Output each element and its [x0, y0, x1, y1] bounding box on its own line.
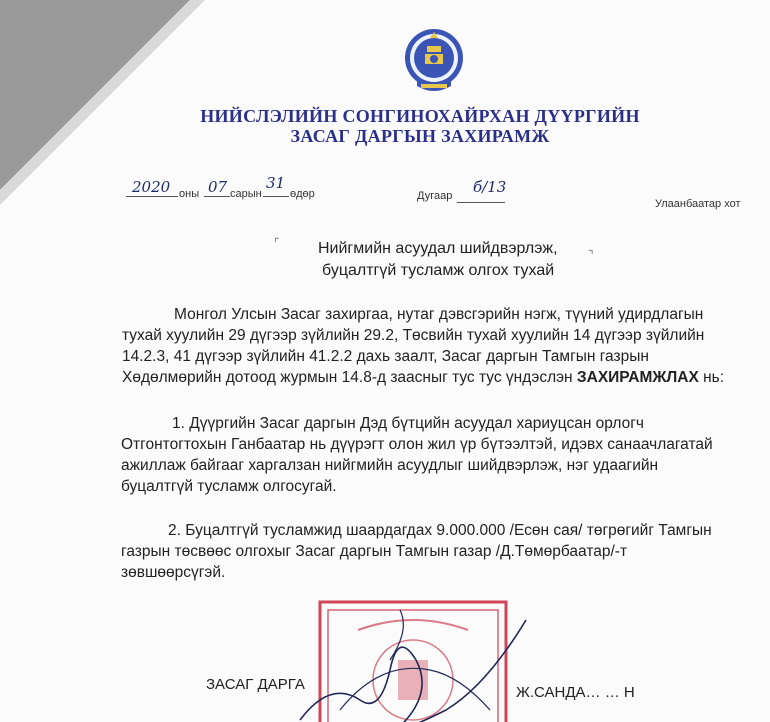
- place-label: Улаанбаатар хот: [655, 198, 741, 210]
- item1-line-4: буцалтгүй тусламж олгосугай.: [121, 478, 337, 495]
- preamble-line-3: 14.2.3, 41 дүгээр зүйлийн 41.2.2 дахь заалт, Засаг даргын Тамгын газрын: [122, 348, 649, 365]
- date-year-label: оны: [179, 188, 200, 200]
- number-field: [417, 178, 527, 206]
- date-field: [126, 174, 326, 202]
- item1-line-2: Отгонтогтохын Ганбаатар нь дүүрэгт олон жил үр бүтээлтэй, идэвх санаачлагатай: [121, 436, 713, 453]
- title-line-1: Нийгмийн асуудал шийдвэрлэж,: [318, 240, 558, 257]
- header-line-2: ЗАСАГ ДАРГЫН ЗАХИРАМЖ: [290, 126, 550, 146]
- state-emblem-icon: [403, 24, 465, 100]
- preamble-line-4: [122, 367, 746, 389]
- header-line-1: НИЙСЛЭЛИЙН СОНГИНОХАЙРХАН ДҮҮРГИЙН: [200, 106, 640, 126]
- title-bracket-left: ⌜: [274, 236, 280, 250]
- preamble-line-4-bold: ЗАХИРАМЖЛАХ: [576, 369, 699, 386]
- item2-line-3: зөвшөөрсүгэй.: [121, 564, 226, 581]
- date-month-label: сарын: [230, 188, 262, 200]
- number-value: б/13: [473, 178, 507, 196]
- preamble-line-4-tail: нь:: [703, 369, 725, 386]
- preamble-line-4-text: Хөдөлмөрийн дотоод журмын 14.8-д заасныг тус тус үндэслэн: [122, 369, 573, 386]
- title-line-2: буцалтгүй тусламж олгох тухай: [322, 262, 555, 279]
- date-month: 07: [208, 178, 228, 196]
- preamble-line-1: Монгол Улсын Засаг захиргаа, нутаг дэвсгэрийн нэгж, түүний удирдлагын: [174, 306, 704, 323]
- signature-name: Ж.САНДА… … Н: [516, 684, 635, 701]
- title-bracket-right: ⌝: [588, 248, 594, 262]
- signature-icon: [280, 600, 540, 722]
- signature-position: ЗАСАГ ДАРГА: [206, 676, 305, 693]
- number-label: Дугаар: [417, 190, 453, 202]
- item1-line-3: ажиллаж байгааг харгалзан нийгмийн асуудлыг шийдвэрлэж, нэг удаагийн: [121, 457, 659, 474]
- item2-line-2: газрын төсвөөс олгохыг Засаг даргын Тамгын газар /Д.Төмөрбаатар/-т: [121, 543, 628, 560]
- date-day: 31: [266, 174, 286, 192]
- preamble-line-2: тухай хуулийн 29 дүгээр зүйлийн 29.2, Төсвийн тухай хуулийн 14 дүгээр зүйлийн: [122, 327, 705, 344]
- date-day-label: өдөр: [290, 188, 315, 200]
- date-year: 2020: [132, 178, 171, 196]
- item2-line-1: 2. Буцалтгүй тусламжид шаардагдах 9.000.000 /Есөн сая/ төгрөгийг Тамгын: [168, 522, 712, 539]
- item1-line-1: 1. Дүүргийн Засаг даргын Дэд бүтцийн асуудал хариуцсан орлогч: [172, 415, 644, 432]
